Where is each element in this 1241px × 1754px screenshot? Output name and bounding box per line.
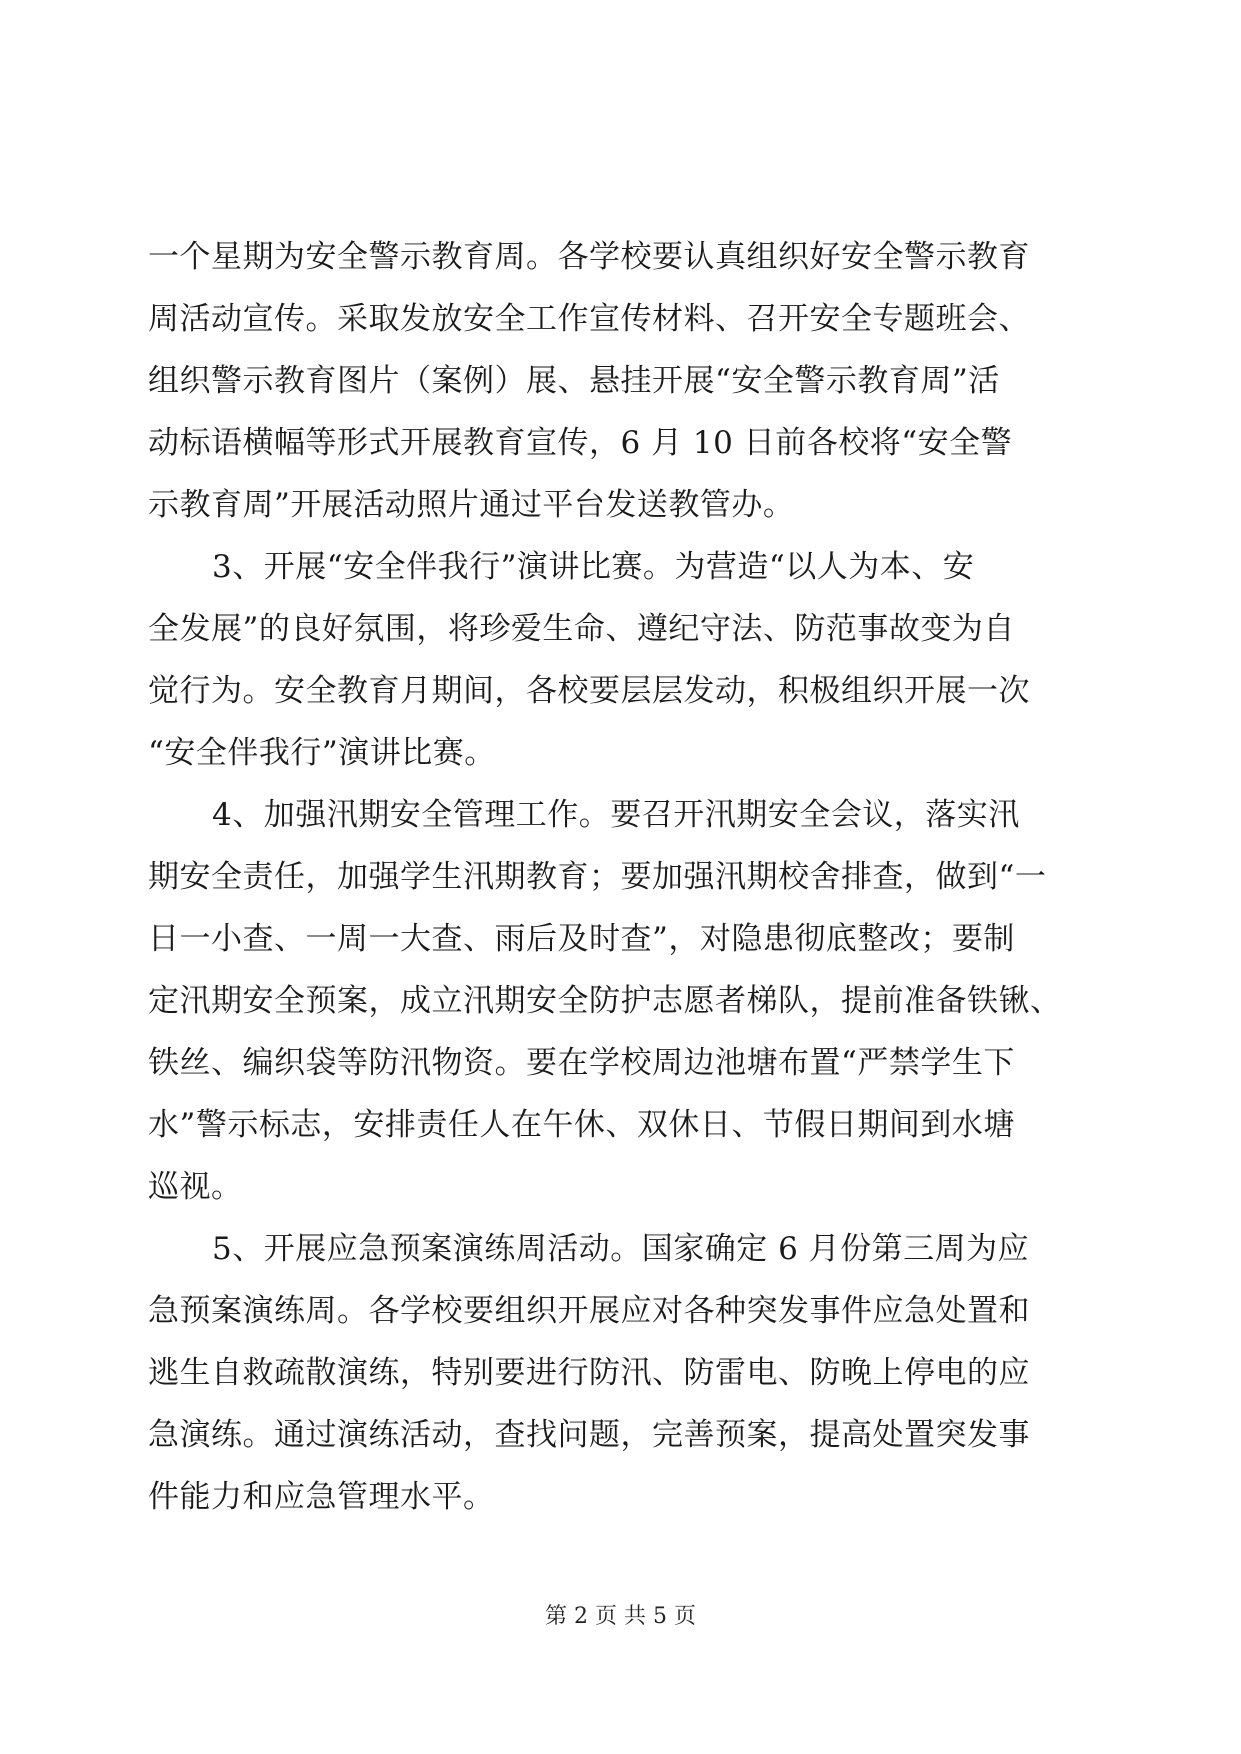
text-line: 全发展”的良好氛围，将珍爱生命、遵纪守法、防范事故变为自 bbox=[148, 611, 1015, 647]
page-number-footer: 第 2 页 共 5 页 bbox=[545, 1604, 696, 1629]
paragraph-5-first-line: 5、开展应急预案演练周活动。国家确定 6 月份第三周为应 bbox=[212, 1231, 1030, 1267]
text-line: 周活动宣传。采取发放安全工作宣传材料、召开安全专题班会、 bbox=[148, 301, 1030, 337]
text-line: 组织警示教育图片（案例）展、悬挂开展“安全警示教育周”活 bbox=[148, 363, 1000, 399]
text-line: 日一小查、一周一大查、雨后及时查”，对隐患彻底整改；要制 bbox=[148, 921, 1015, 957]
text-line: 定汛期安全预案，成立汛期安全防护志愿者梯队，提前准备铁锹、 bbox=[148, 983, 1062, 1019]
text-line: 水”警示标志，安排责任人在午休、双休日、节假日期间到水塘 bbox=[148, 1107, 1015, 1143]
text-line: 急演练。通过演练活动，查找问题，完善预案，提高处置突发事 bbox=[148, 1417, 1030, 1453]
text-line: 巡视。 bbox=[148, 1169, 243, 1205]
document-body bbox=[148, 226, 1078, 1528]
text-line: 件能力和应急管理水平。 bbox=[148, 1479, 495, 1515]
text-line: “安全伴我行”演讲比赛。 bbox=[148, 735, 496, 771]
text-line: 期安全责任，加强学生汛期教育；要加强汛期校舍排查，做到“一 bbox=[148, 859, 1047, 895]
paragraph-3-first-line: 3、开展“安全伴我行”演讲比赛。为营造“以人为本、安 bbox=[212, 549, 975, 585]
text-line: 逃生自救疏散演练，特别要进行防汛、防雷电、防晚上停电的应 bbox=[148, 1355, 1030, 1391]
text-line: 觉行为。安全教育月期间，各校要层层发动，积极组织开展一次 bbox=[148, 673, 1030, 709]
text-line: 铁丝、编织袋等防汛物资。要在学校周边池塘布置“严禁学生下 bbox=[148, 1045, 1015, 1081]
text-line: 急预案演练周。各学校要组织开展应对各种突发事件应急处置和 bbox=[148, 1293, 1030, 1329]
paragraph-4-first-line: 4、加强汛期安全管理工作。要召开汛期安全会议，落实汛 bbox=[212, 797, 1020, 833]
text-line: 动标语横幅等形式开展教育宣传，6 月 10 日前各校将“安全警 bbox=[148, 425, 1013, 461]
text-line: 示教育周”开展活动照片通过平台发送教管办。 bbox=[148, 487, 795, 523]
text-line: 一个星期为安全警示教育周。各学校要认真组织好安全警示教育 bbox=[148, 239, 1030, 275]
